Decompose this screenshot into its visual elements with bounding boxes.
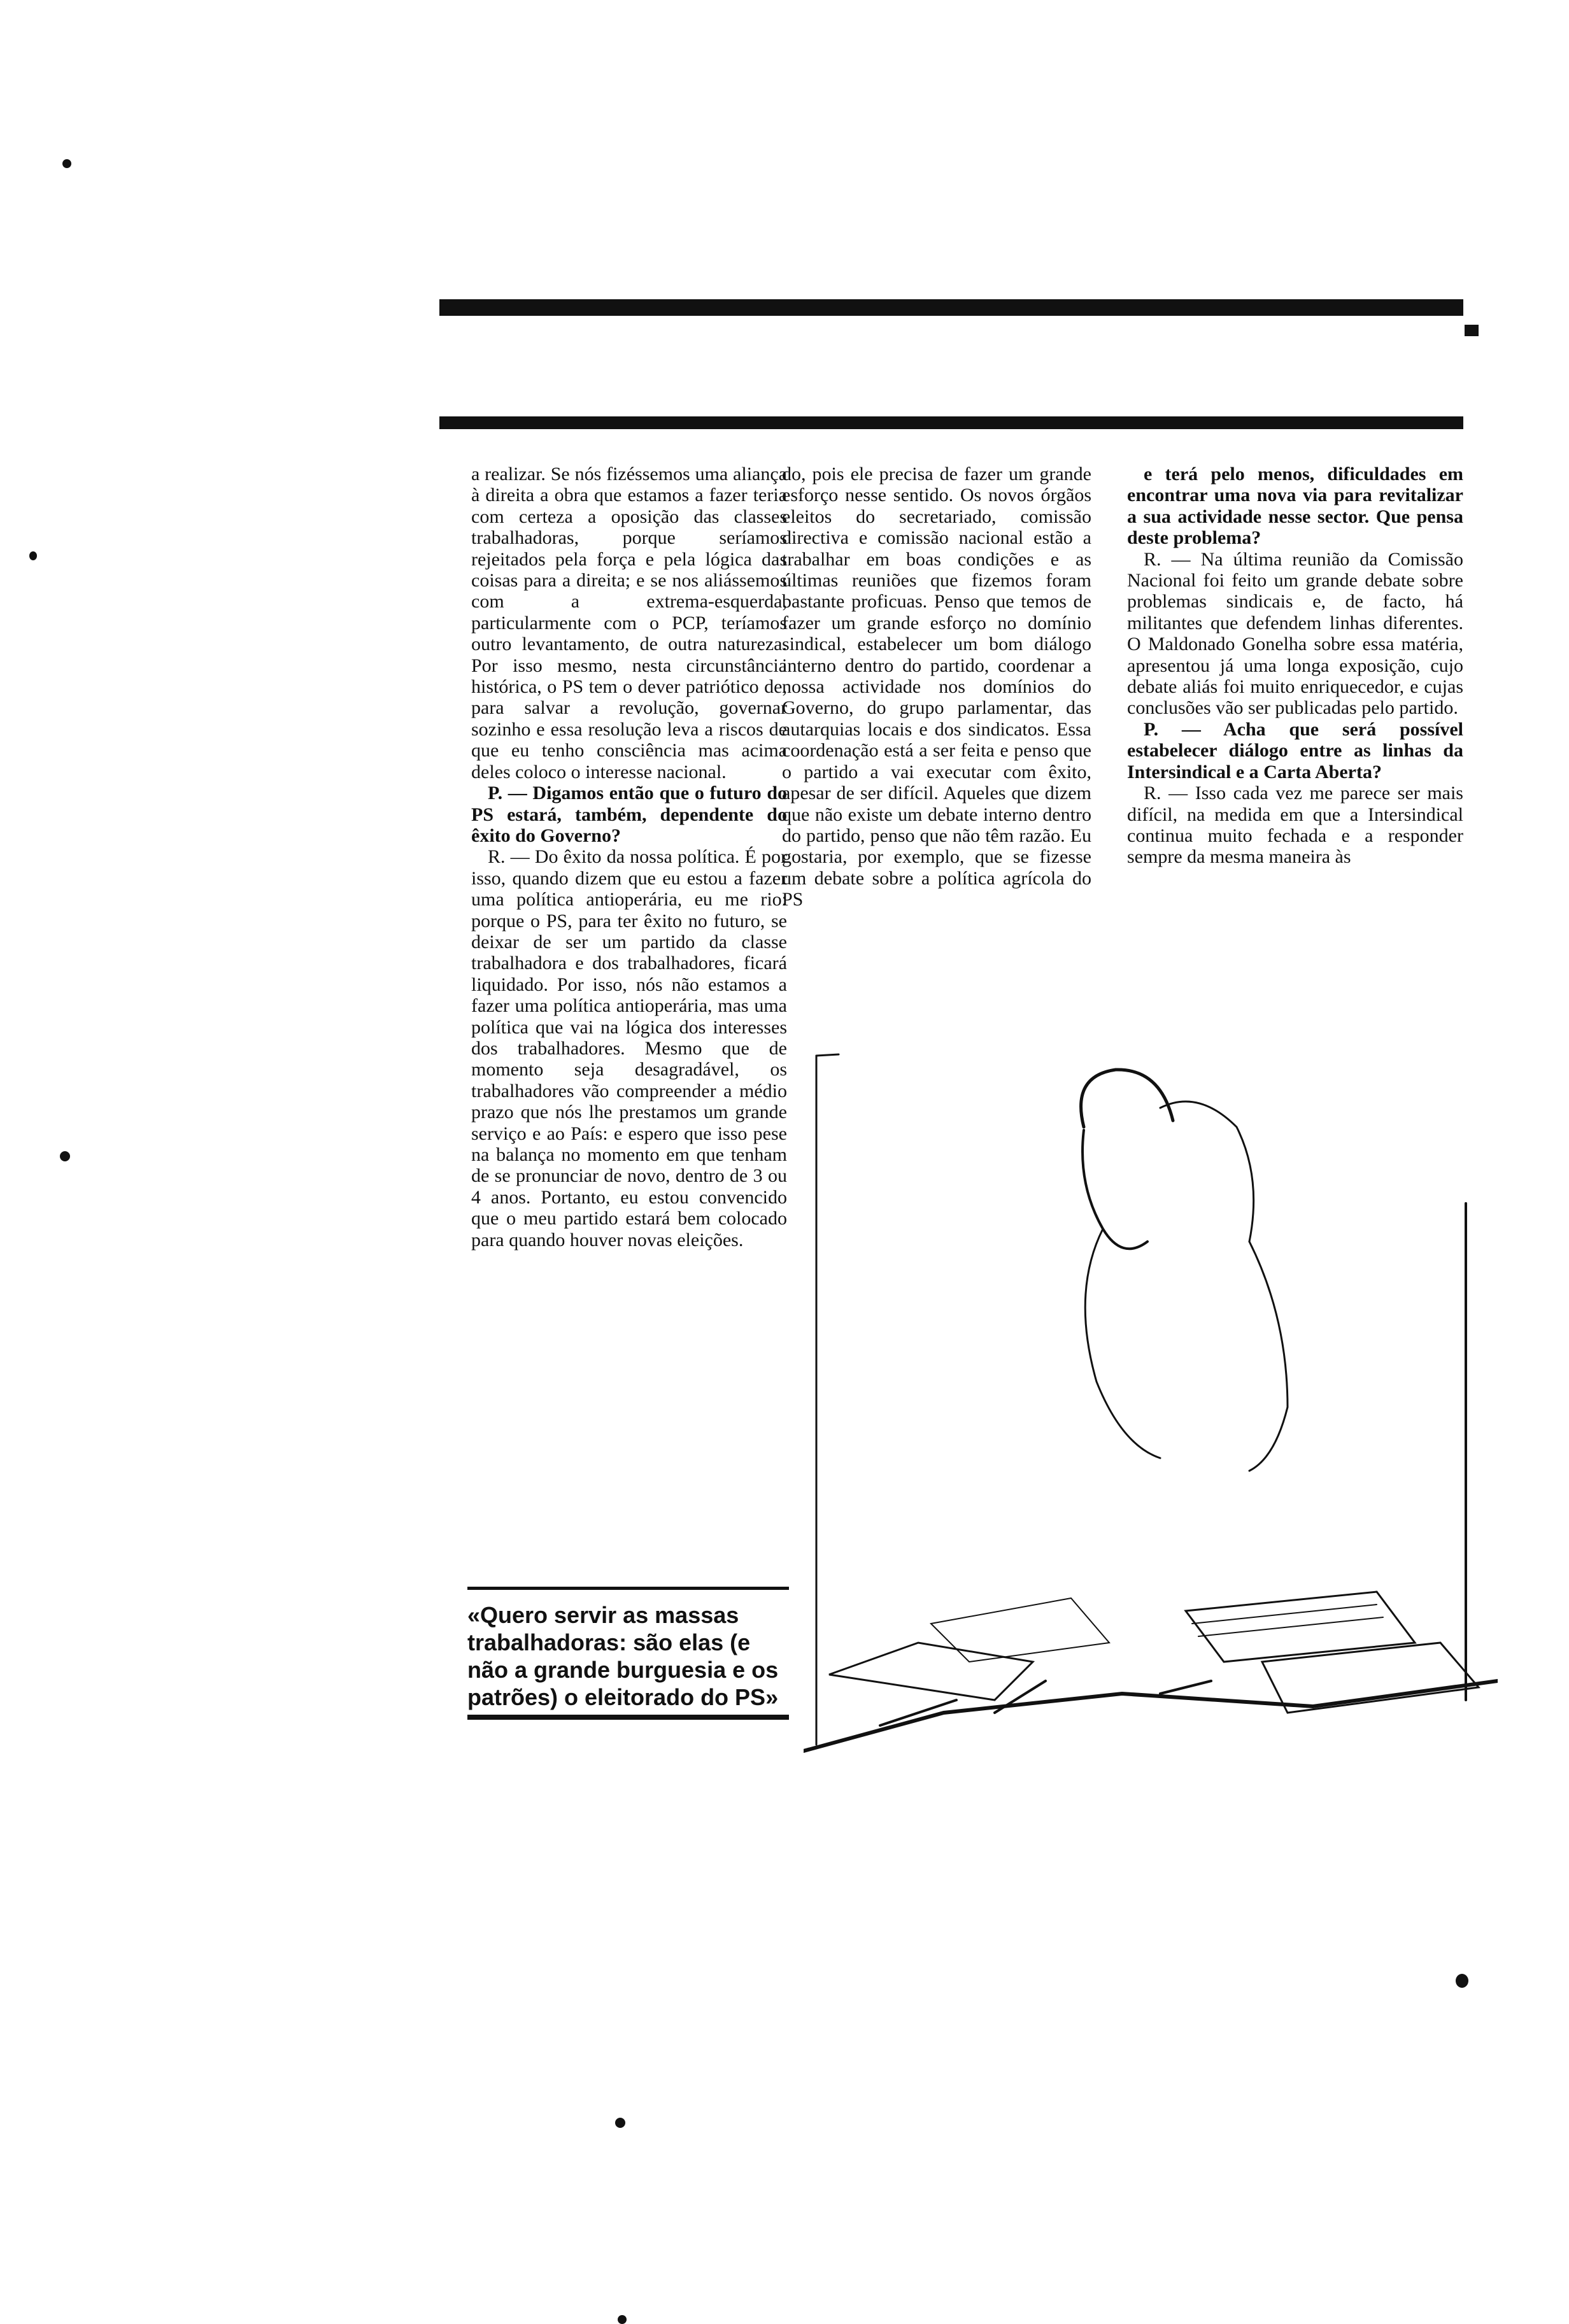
corner-mark xyxy=(1465,325,1479,336)
photo-desk-with-papers xyxy=(804,1051,1498,1757)
interview-question: P. — Digamos então que o futuro do PS estará, também, dependente do êxito do Governo? xyxy=(471,783,787,846)
interview-answer: R. — Do êxito da nossa política. É por isso, quando dizem que eu estou a fazer uma política antioperária, eu me rio: porque o PS, para ter êxito no futuro, se deixar de ser um partido da classe trabalhadora e dos trabalhadores, ficará liquidado. Por isso, nós não estamos a fazer uma política antioperária, mas uma política que vai na lógica dos interesses dos trabalhadores. Mesmo que de momento seja desagradável, os trabalhadores vão compreender a médio prazo que nós lhe prestamos um grande serviço e ao País: e espero que isso pese na balança no momento em que tenham de se pronunciar de novo, dentro de 3 ou 4 anos. Portanto, eu estou convencido que o meu partido estará bem colocado para quando houver novas eleições. xyxy=(471,846,787,1251)
interview-answer: a realizar. Se nós fizéssemos uma aliança à direita a obra que estamos a fazer teria com certeza a oposição das classes trabalhadoras, porque seríamos rejeitados pela força e pela lógica das coisas para a direita; e se nos aliássemos com a extrema-esquerda, particularmente com o PCP, teríamos outro levantamento, de outra natureza. Por isso mesmo, nesta circunstância histórica, o PS tem o dever patriótico de, para salvar a revolução, governar sozinho e essa resolução leva a riscos de que eu tenho consciência mas acima deles coloco o interesse nacional. xyxy=(471,464,787,783)
article-column-2 xyxy=(782,464,1091,910)
interview-question: P. — Acha que será possível estabelecer diálogo entre as linhas da Intersindical e a Carta Aberta? xyxy=(1127,718,1463,783)
pull-quote xyxy=(467,1587,789,1720)
speck xyxy=(618,2315,627,2324)
pull-quote-text: «Quero servir as massas trabalhadoras: são elas (e não a grande burguesia e os patrões) o eleitorado do PS» xyxy=(467,1602,779,1710)
pull-quote-top-rule xyxy=(467,1587,789,1590)
article-column-3 xyxy=(1127,464,1463,868)
pull-quote-bottom-rule xyxy=(467,1715,789,1720)
interview-question: e terá pelo menos, dificuldades em encontrar uma nova via para revitalizar a sua actividade nesse sector. Que pensa deste problema? xyxy=(1127,464,1463,549)
speck xyxy=(60,1151,70,1161)
header-rule-top xyxy=(439,299,1463,316)
speck xyxy=(1456,1974,1468,1988)
speck xyxy=(62,159,71,168)
header-rule-bottom xyxy=(439,416,1463,429)
interview-answer: R. — Na última reunião da Comissão Nacional foi feito um grande debate sobre problemas sindicais e, de facto, há militantes que defendem linhas diferentes. O Maldonado Gonelha sobre essa matéria, apresentou já uma longa exposição, cujo debate aliás foi muito enriquecedor, e cujas conclusões vão ser publicadas pelo partido. xyxy=(1127,548,1463,719)
speck xyxy=(615,2118,625,2128)
interview-answer: do, pois ele precisa de fazer um grande esforço nesse sentido. Os novos órgãos eleitos do secretariado, comissão directiva e comissão nacional estão a trabalhar em boas condições e as últimas reuniões que fizemos foram bastante proficuas. Penso que temos de fazer um grande esforço no domínio sindical, estabelecer um bom diálogo interno dentro do partido, coordenar a nossa actividade nos domínios do Governo, do grupo parlamentar, das autarquias locais e dos sindicatos. Essa coordenação está a ser feita e penso que o partido a vai executar com êxito, apesar de ser difícil. Aqueles que dizem que não existe um debate interno dentro do partido, penso que não têm razão. Eu gostaria, por exemplo, que se fizesse um debate sobre a política agrícola do PS xyxy=(782,464,1091,910)
interview-answer: R. — Isso cada vez me parece ser mais difícil, na medida em que a Intersindical continua muito fechada e a responder sempre da mesma maneira às xyxy=(1127,783,1463,868)
article-column-1 xyxy=(471,464,787,1251)
speck xyxy=(29,551,37,560)
